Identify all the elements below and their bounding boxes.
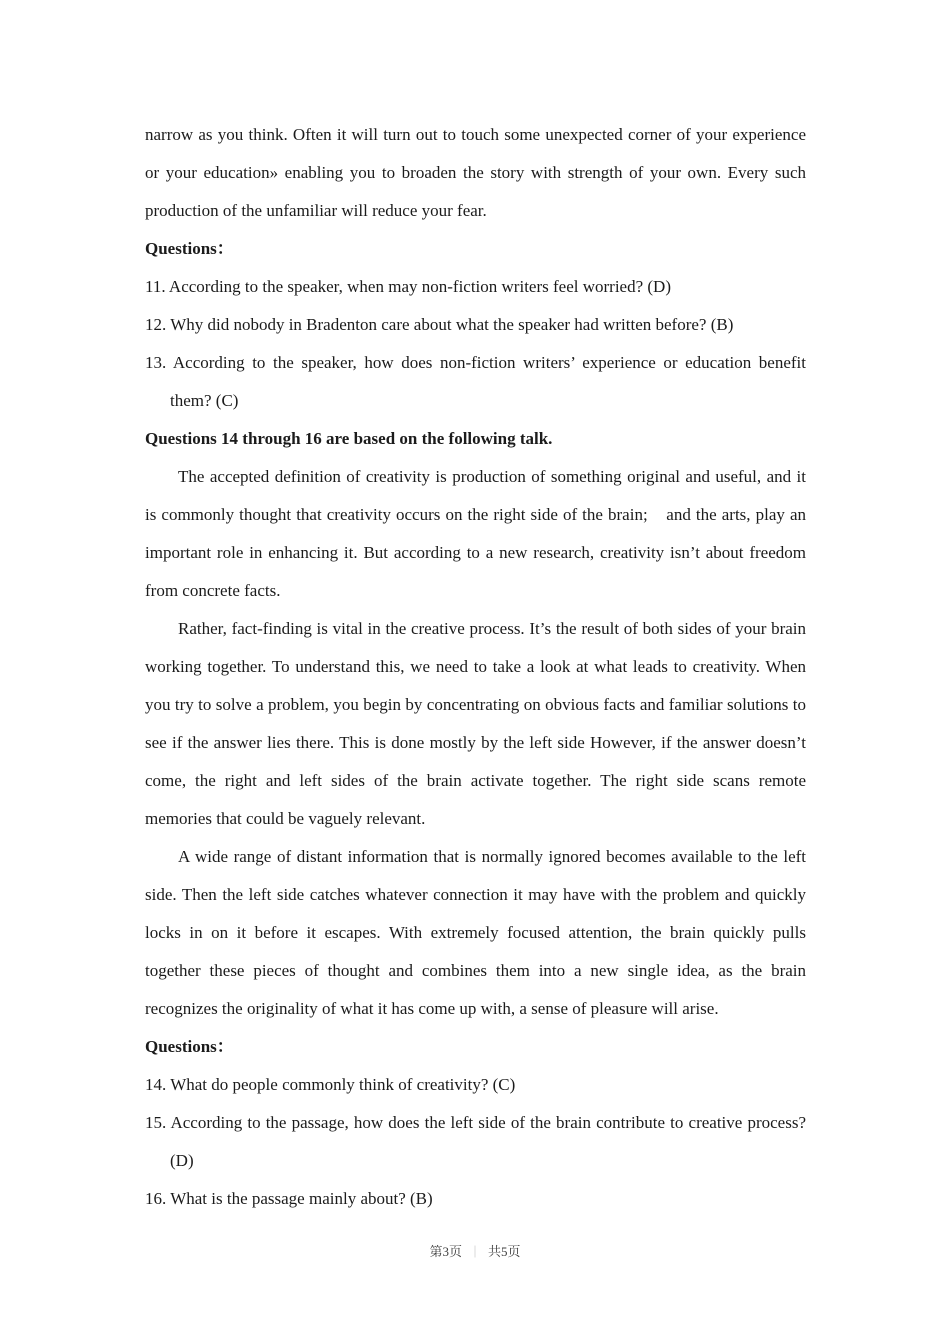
talk-paragraph-2: Rather, fact-finding is vital in the creative process. It’s the result of both sides of your brain working together. To understand this, we need to take a look at what leads to creativity. When you try to solve a problem, you begin by concentrating on obvious facts and familiar solutions to see if the answer lies there. This is done mostly by the left side However, if the answer doesn’t come, the right and left sides of the brain activate together. The right side scans remote memories that could be vaguely relevant. [145,619,806,828]
page-footer [0,1242,950,1262]
talk-paragraph-3: A wide range of distant information that is normally ignored becomes available to the left side. Then the left side catches whatever connection it may have with the problem and quickly locks in on it before it escapes. With extremely focused attention, the brain quickly pulls together these pieces of thought and combines them into a new single idea, as the brain recognizes the originality of what it has come up with, a sense of pleasure will arise. [145,847,806,1018]
question-item-15: 15. According to the passage, how does the left side of the brain contribute to creative process? (D) [145,1113,806,1170]
section-heading-questions-14-16: Questions 14 through 16 are based on the following talk. [145,429,553,448]
question-item-13: 13. According to the speaker, how does non-fiction writers’ experience or education benefit them? (C) [145,353,806,410]
question-item-12: 12. Why did nobody in Bradenton care about what the speaker had written before? (B) [145,315,734,334]
questions-label-1: Questions： [145,239,234,258]
question-item-14: 14. What do people commonly think of creativity? (C) [145,1075,516,1094]
intro-continuation-paragraph: narrow as you think. Often it will turn out to touch some unexpected corner of your experience or your education» enabling you to broaden the story with strength of your own. Every such production of the unfamiliar will reduce your fear. [145,125,806,220]
footer-page-number: 第3页 [429,1244,462,1259]
question-item-16: 16. What is the passage mainly about? (B) [145,1189,433,1208]
talk-paragraph-1: The accepted definition of creativity is production of something original and useful, and it is commonly thought that creativity occurs on the right side of the brain; and the arts, play an important role in enhancing it. But according to a new research, creativity isn’t about freedom from concrete facts. [145,467,806,600]
question-item-11: 11. According to the speaker, when may non-fiction writers feel worried? (D) [145,277,671,296]
footer-total-pages: 共5页 [488,1244,521,1259]
footer-separator: ｜ [468,1245,481,1259]
questions-label-2: Questions： [145,1037,234,1056]
